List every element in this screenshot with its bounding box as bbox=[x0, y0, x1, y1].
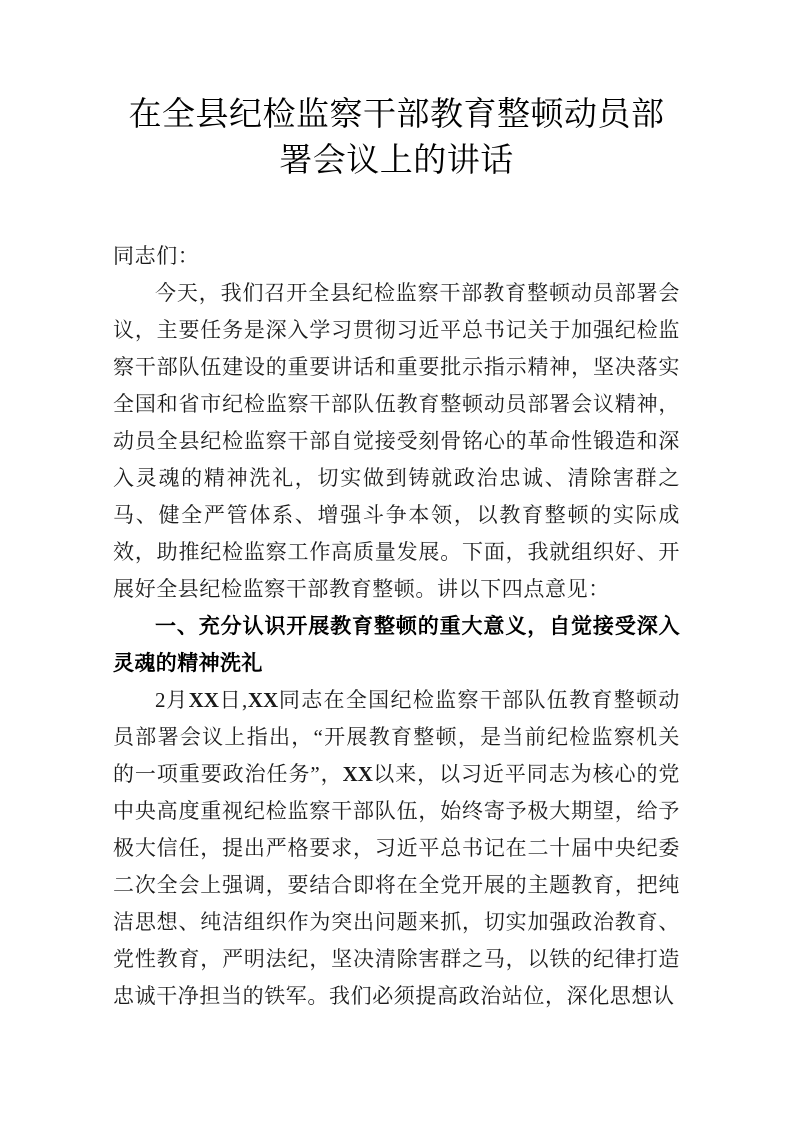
salutation-line: 同志们： bbox=[113, 244, 200, 268]
body-paragraph-2: 2月XX日,XX同志在全国纪检监察干部队伍教育整顿动员部署会议上指出，“开展教育整顿，是当前纪检监察机关的一项重要政治任务”，XX以来，以习近平同志为核心的党中央高度重视纪检监察干部队伍，始终寄予极大期望，给予极大信任，提出严格要求，习近平总书记在二十届中央纪委二次全会上强调，要结合即将在全党开展的主题教育，把纯洁思想、纯洁组织作为突出问题来抓，切实加强政治教育、党性教育，严明法纪，坚决清除害群之马，以铁的纪律打造忠诚干净担当的铁军。我们必须提高政治站位，深化思想认 bbox=[113, 688, 680, 1008]
inline-run-latin-bold: XX bbox=[342, 762, 373, 786]
document-content bbox=[113, 0, 680, 1015]
inline-run-latin-regular: 2 bbox=[155, 688, 166, 712]
section-heading-1: 一、充分认识开展教育整顿的重大意义，自觉接受深入灵魂的精神洗礼 bbox=[113, 615, 680, 675]
body-paragraph-1: 今天，我们召开全县纪检监察干部教育整顿动员部署会议，主要任务是深入学习贯彻习近平总书记关于加强纪检监察干部队伍建设的重要讲话和重要批示指示精神，坚决落实全国和省市纪检监察干部队伍教育整顿动员部署会议精神，动员全县纪检监察干部自觉接受刻骨铭心的革命性锻造和深入灵魂的精神洗礼，切实做到铸就政治忠诚、清除害群之马、健全严管体系、增强斗争本领，以教育整顿的实际成效，助推纪检监察工作高质量发展。下面，我就组织好、开展好全县纪检监察干部教育整顿。讲以下四点意见： bbox=[113, 281, 680, 601]
inline-run-latin-bold: XX bbox=[188, 688, 219, 712]
inline-run-latin-bold: XX bbox=[247, 688, 279, 712]
page-title: 在全县纪检监察干部教育整顿动员部署会议上的讲话 bbox=[128, 97, 665, 179]
